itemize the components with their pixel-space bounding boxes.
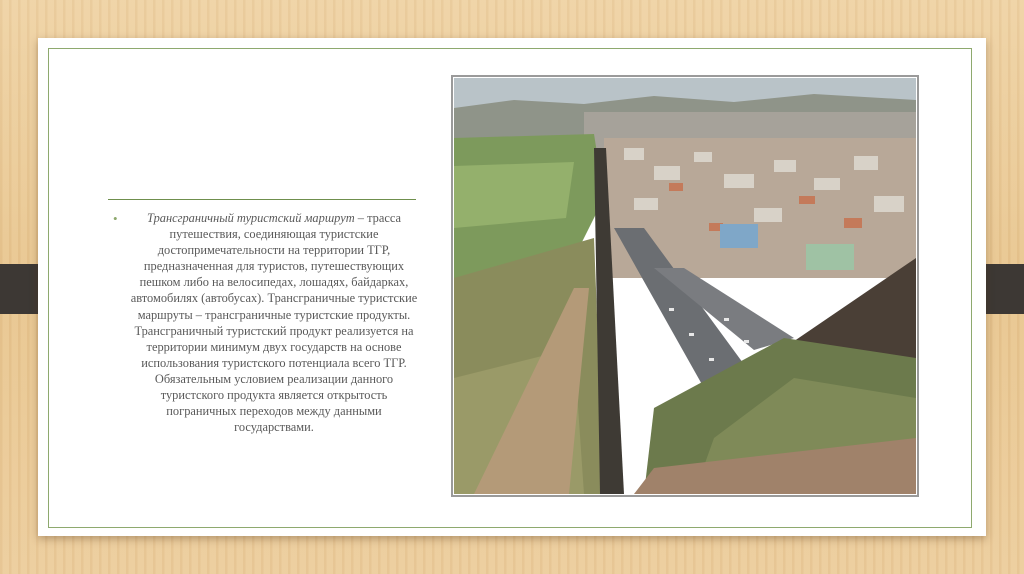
bullet-body: – трасса путешествия, соединяющая туристские достопримечательности на территории ТГР, предназначенная для туристов, путешествующих пешком либо на велосипедах, лошадях, байдарках, автомобилях (автобусах). Трансграничные туристские маршруты – трансграничные туристские продукты. Трансграничный туристский продукт реализуется на территории минимум двух государств на основе использования туристского потенциала всего ТГР. Обязательным условием реализации данного туристского продукта является открытость пограничных переходов между данными государствами. xyxy=(130,211,418,435)
bullet-term: Трансграничный туристский маршрут xyxy=(147,211,355,225)
bullet-marker: • xyxy=(113,211,118,226)
border-photo-illustration xyxy=(454,78,916,494)
title-divider-line xyxy=(108,199,416,200)
border-fence-photo xyxy=(454,78,916,494)
body-paragraph xyxy=(130,210,418,435)
